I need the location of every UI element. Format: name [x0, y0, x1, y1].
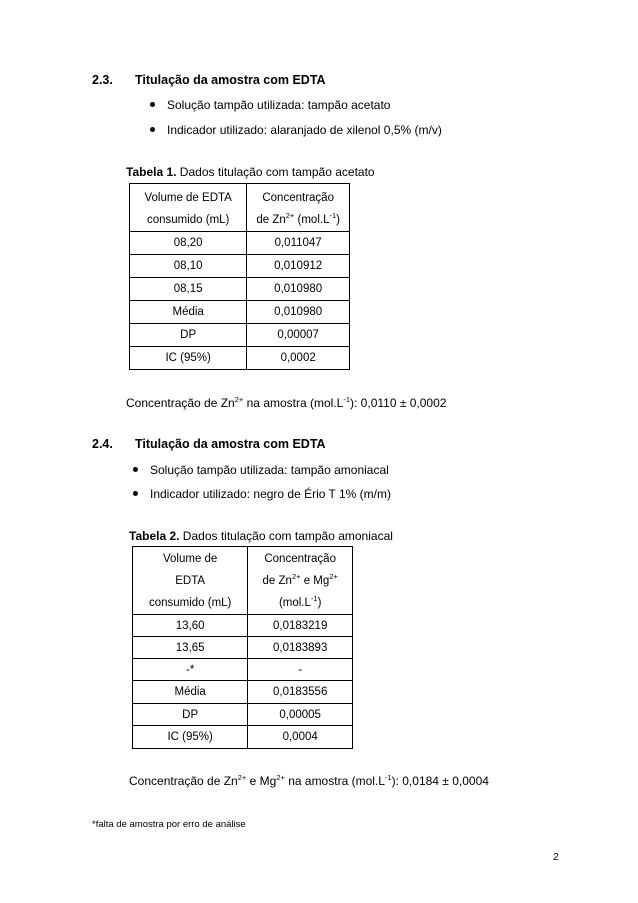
- table-row: 08,10 0,010912: [130, 255, 350, 278]
- section-number-2-3: 2.3.: [92, 73, 113, 87]
- bullet-item: Indicador utilizado: negro de Ério T 1% (m/m): [133, 487, 391, 501]
- data-table-2: [132, 546, 353, 749]
- result-line-1: Concentração de $Zn^{2+}$ na amostra $(mol.L^{-1})$: 0,0110 ± 0,0002: [126, 395, 447, 410]
- table-header-row: [130, 184, 350, 232]
- table-caption-1: Tabela 1. Dados titulação com tampão acetato: [126, 165, 375, 179]
- table-row: 13,60 0,0183219: [133, 615, 353, 637]
- table-row: -* -: [133, 659, 353, 681]
- data-table-1: [129, 183, 350, 370]
- bullet-dot-icon: [133, 467, 138, 472]
- section-title-2-3: Titulação da amostra com EDTA: [135, 73, 326, 87]
- table-row: DP 0,00005: [133, 704, 353, 726]
- header-volume: Volume de EDTA consumido (mL): [133, 547, 248, 615]
- bullet-dot-icon: [133, 491, 138, 496]
- table-row: DP 0,00007: [130, 324, 350, 347]
- section-number-2-4: 2.4.: [92, 437, 113, 451]
- section-title-2-4: Titulação da amostra com EDTA: [135, 437, 326, 451]
- header-concentration: Concentração de $Zn^{2+}$ $(mol.L^{-1})$: [247, 184, 350, 232]
- page-number: 2: [553, 851, 559, 863]
- table-header-row: [133, 547, 353, 615]
- bullet-item: Indicador utilizado: alaranjado de xilenol 0,5% (m/v): [150, 123, 442, 137]
- bullet-item: Solução tampão utilizada: tampão amoniacal: [133, 463, 389, 477]
- table-row: 13,65 0,0183893: [133, 637, 353, 659]
- table-row: Média 0,010980: [130, 301, 350, 324]
- table-row: IC (95%) 0,0004: [133, 726, 353, 749]
- header-volume: Volume de EDTA consumido (mL): [130, 184, 247, 232]
- bullet-item: Solução tampão utilizada: tampão acetato: [150, 98, 390, 112]
- footnote: *falta de amostra por erro de análise: [92, 819, 246, 830]
- table-row: 08,20 0,011047: [130, 232, 350, 255]
- table-caption-2: Tabela 2. Dados titulação com tampão amoniacal: [129, 529, 393, 543]
- result-line-2: Concentração de $Zn^{2+}$ e $Mg^{2+}$ na amostra $(mol.L^{-1})$: 0,0184 ± 0,0004: [129, 773, 489, 788]
- bullet-dot-icon: [150, 127, 155, 132]
- header-concentration: Concentração de $Zn^{2+}$ e $Mg^{2+}$ $(mol.L^{-1})$: [248, 547, 353, 615]
- bullet-dot-icon: [150, 102, 155, 107]
- table-row: Média 0,0183556: [133, 681, 353, 704]
- table-row: 08,15 0,010980: [130, 278, 350, 301]
- table-row: IC (95%) 0,0002: [130, 347, 350, 370]
